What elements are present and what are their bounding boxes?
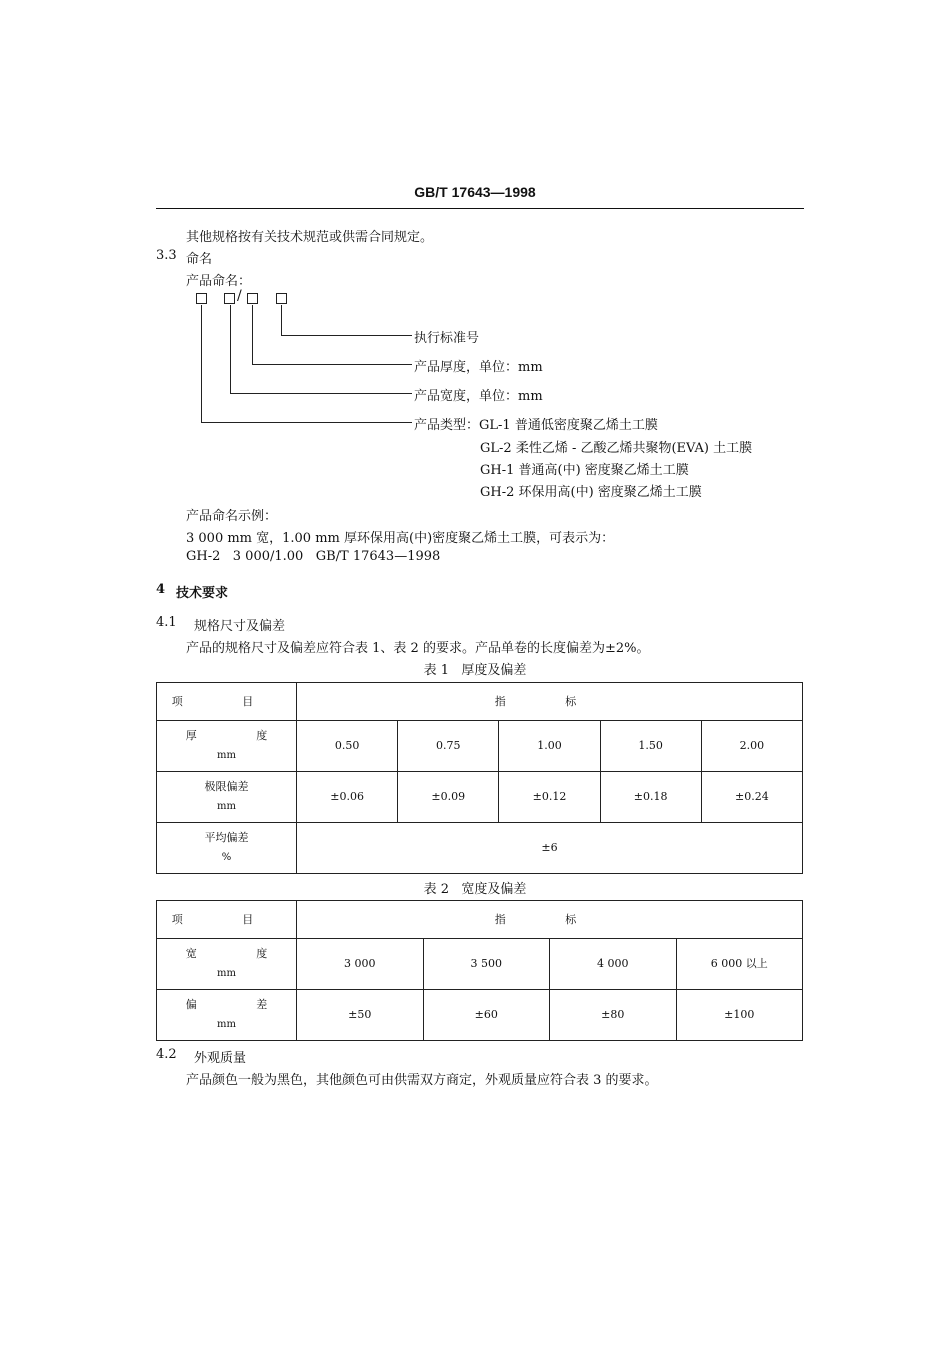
table-cell: 4 000 [550,939,677,990]
connector-type-horizontal [201,422,412,423]
table-cell: ±0.18 [600,772,701,823]
table2-row-label: 偏 差 mm [157,990,297,1041]
section-4-number: 4 [156,582,166,597]
table-cell: 1.50 [600,721,701,772]
naming-box-thickness [247,293,258,304]
section-3-3-number: 3.3 [156,248,177,263]
table-cell: ±0.06 [297,772,398,823]
label-standard: 执行标准号 [414,331,480,346]
label-width: 产品宽度，单位：mm [414,389,543,404]
connector-width-vertical [230,305,231,394]
table1-row-label: 平均偏差 % [157,823,297,874]
table1-header-row [157,683,803,721]
table-cell: 2.00 [701,721,802,772]
example-code: GH-2 3 000/1.00 GB/T 17643—1998 [186,549,441,564]
section-4-title: 技术要求 [176,586,229,601]
table2-header-item: 项 目 [157,901,297,939]
table-row [157,990,803,1041]
table-cell: 3 500 [423,939,550,990]
table-cell: ±6 [297,823,803,874]
table1-caption: 表 1 厚度及偏差 [423,663,527,678]
table2 [156,900,803,1041]
naming-box-type [196,293,207,304]
type-gh1: GH-1 普通高(中) 密度聚乙烯土工膜 [480,463,689,478]
section-4-1-number: 4.1 [156,615,177,630]
table1-row-label: 厚 度 mm [157,721,297,772]
table1-header-item: 项 目 [157,683,297,721]
type-gl2: GL-2 柔性乙烯 - 乙酸乙烯共聚物(EVA) 土工膜 [480,441,753,456]
table2-header-row [157,901,803,939]
example-label: 产品命名示例： [186,509,278,524]
naming-slash: / [237,288,242,304]
section-3-3-title: 命名 [186,252,213,267]
table2-caption: 表 2 宽度及偏差 [423,882,527,897]
table-cell: ±0.24 [701,772,802,823]
connector-type-vertical [201,305,202,423]
connector-standard-horizontal [281,335,412,336]
table1 [156,682,803,874]
table-cell: ±80 [550,990,677,1041]
table-cell: ±100 [676,990,803,1041]
table-row [157,721,803,772]
table-cell: 6 000 以上 [676,939,803,990]
label-thickness: 产品厚度，单位：mm [414,360,543,375]
example-description: 3 000 mm 宽，1.00 mm 厚环保用高(中)密度聚乙烯土工膜，可表示为： [186,531,615,546]
section-4-2-title: 外观质量 [194,1051,247,1066]
table-cell: 1.00 [499,721,600,772]
header-divider [156,208,804,209]
table-cell: 0.75 [398,721,499,772]
naming-label: 产品命名： [186,274,252,289]
section-4-1-title: 规格尺寸及偏差 [194,619,286,634]
table2-row-label: 宽 度 mm [157,939,297,990]
table-row [157,823,803,874]
table-cell: ±50 [297,990,424,1041]
table2-header-index: 指 标 [297,901,803,939]
intro-line: 其他规格按有关技术规范或供需合同规定。 [186,230,434,245]
type-gh2: GH-2 环保用高(中) 密度聚乙烯土工膜 [480,485,702,500]
connector-standard-vertical [281,305,282,336]
connector-thickness-vertical [252,305,253,365]
table-row [157,772,803,823]
table-cell: 0.50 [297,721,398,772]
section-4-2-number: 4.2 [156,1047,177,1062]
section-4-1-body: 产品的规格尺寸及偏差应符合表 1、表 2 的要求。产品单卷的长度偏差为±2%。 [186,641,650,656]
table-row [157,939,803,990]
naming-box-width [224,293,235,304]
label-type: 产品类型：GL-1 普通低密度聚乙烯土工膜 [414,418,658,433]
page-header-title: GB/T 17643—1998 [414,184,536,200]
connector-thickness-horizontal [252,364,412,365]
connector-width-horizontal [230,393,412,394]
naming-box-standard [276,293,287,304]
table-cell: 3 000 [297,939,424,990]
table1-header-index: 指 标 [297,683,803,721]
table-cell: ±0.12 [499,772,600,823]
table-cell: ±0.09 [398,772,499,823]
section-4-2-body: 产品颜色一般为黑色，其他颜色可由供需双方商定，外观质量应符合表 3 的要求。 [186,1073,658,1088]
table1-row-label: 极限偏差 mm [157,772,297,823]
table-cell: ±60 [423,990,550,1041]
